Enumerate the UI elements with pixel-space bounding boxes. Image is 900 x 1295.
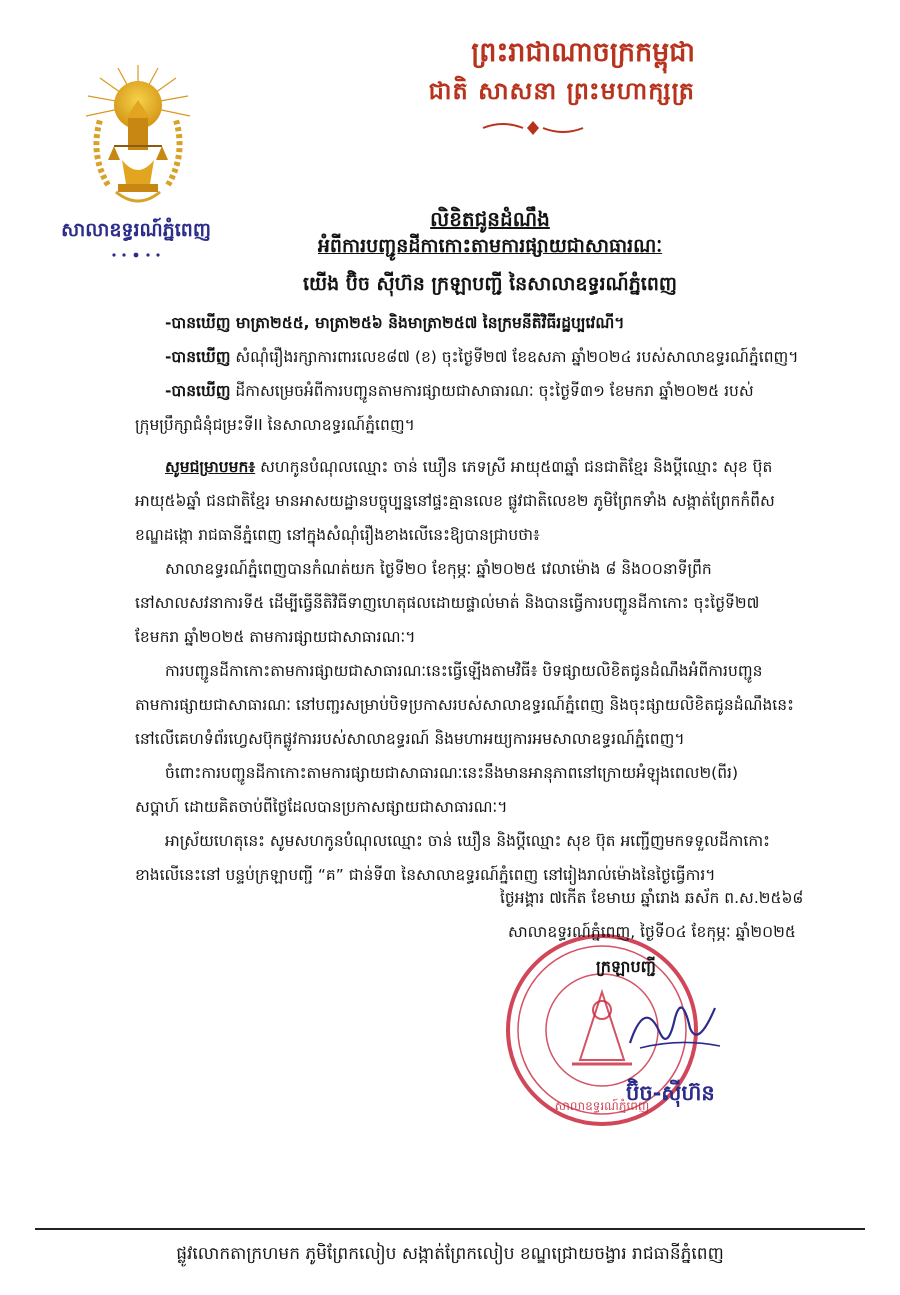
notice-line-3: ខណ្ឌដង្កោ រាជធានីភ្នំពេញ នៅក្នុងសំណុំរឿងខាងលើនេះឱ្យបានជ្រាបថា៖ — [135, 526, 540, 544]
invite-line-2: ខាងលើនេះនៅ បន្ទប់ក្រឡាបញ្ជី “គ” ជាន់ទី៣ នៃសាលាឧទ្ធរណ៍ភ្នំពេញ នៅរៀងរាល់ម៉ោងនៃថ្ងៃធ្វើការ។ — [135, 866, 716, 884]
effect-line-1: ចំពោះការបញ្ជូនដីកាកោះតាមការផ្សាយជាសាធារណៈនេះនឹងមានអានុភាពនៅក្រោយអំឡុងពេល២(ពីរ) — [165, 764, 739, 782]
seen-clause-3 — [165, 374, 820, 408]
publish-line-3: នៅលើគេហទំព័រហ្វេសប៊ុកផ្លូវការរបស់សាលាឧទ្ធរណ៍ និងមហាអយ្យការអមសាលាឧទ្ធរណ៍ភ្នំពេញ។ — [135, 730, 685, 748]
document-title: លិខិតជូនដំណឹង — [430, 207, 550, 231]
hearing-line-3: ខែមករា ឆ្នាំ២០២៥ តាមការផ្សាយជាសាធារណៈ។ — [135, 628, 416, 646]
seen-text: សំណុំរឿងរក្សាការពារលេខ៨៧ (ខ) ចុះថ្ងៃទី២៧ ខែឧសភា ឆ្នាំ២០២៤ របស់សាលាឧទ្ធរណ៍ភ្នំពេញ។ — [230, 348, 799, 366]
seen-clause-3-cont: ក្រុមប្រឹក្សាជំនុំជម្រះទីII នៃសាលាឧទ្ធរណ៍ភ្នំពេញ។ — [135, 416, 415, 434]
header-ornament-icon — [478, 118, 588, 138]
seen-label: -បានឃើញ — [165, 314, 231, 332]
seen-clause-1 — [165, 306, 820, 340]
signer-role: ក្រឡាបញ្ជី — [596, 957, 656, 976]
notice-line-2: អាយុ៥៦ឆ្នាំ ជនជាតិខ្មែរ មានអាសយដ្ឋានបច្ចុប្បន្ននៅផ្ទះគ្មានលេខ ផ្លូវជាតិលេខ២ ភូមិព្រែកទាំង សង្កាត់ព្រែកកំពឹស — [135, 492, 775, 510]
lunar-date: ថ្ងៃអង្គារ ៧កើត ខែមាឃ ឆ្នាំរោង ឆស័ក ព.ស.២៥៦៨ — [500, 889, 804, 907]
handwritten-signature-icon — [620, 988, 730, 1058]
effect-line-2: សប្តាហ៍ ដោយគិតចាប់ពីថ្ងៃដែលបានប្រកាសផ្សាយជាសាធារណៈ។ — [135, 798, 508, 816]
court-name: សាលាឧទ្ធរណ៍ភ្នំពេញ — [61, 219, 211, 241]
notice-text: សហកូនបំណុលឈ្មោះ ចាន់ ឃឿន ភេទស្រី អាយុ៥៣ឆ្នាំ ជនជាតិខ្មែរ និងប្តីឈ្មោះ សុខ ប៊ុត — [255, 458, 773, 476]
signer-name: ប៊ិច-ស៊ីហ៊ន — [626, 1081, 715, 1105]
body — [135, 306, 820, 884]
invite-line-1: អាស្រ័យហេតុនេះ សូមសហកូនបំណុលឈ្មោះ ចាន់ ឃឿន និងប្តីឈ្មោះ សុខ ប៊ុត អញ្ជើញមកទទួលដីកាកោះ — [165, 832, 770, 850]
seen-label: -បានឃើញ — [165, 382, 231, 400]
footer-divider — [35, 1228, 865, 1230]
seen-text: មាត្រា២៥៥, មាត្រា២៥៦ និងមាត្រា២៥៧ នៃក្រមនីតិវិធីរដ្ឋប្បវេណី។ — [230, 314, 625, 332]
document-subject: អំពីការបញ្ជូនដីកាកោះតាមការផ្សាយជាសាធារណៈ — [317, 235, 663, 257]
seen-clause-2 — [165, 340, 820, 374]
solar-date: សាលាឧទ្ធរណ៍ភ្នំពេញ, ថ្ងៃទី០៤ ខែកុម្ភៈ ឆ្នាំ២០២៥ — [508, 923, 796, 941]
seen-label: -បានឃើញ — [165, 348, 231, 366]
footer-address: ផ្លូវលោកតាក្រហមក ភូមិព្រែកលៀប សង្កាត់ព្រែកលៀប ខណ្ឌជ្រោយចង្វារ រាជធានីភ្នំពេញ — [176, 1244, 724, 1264]
kingdom-title: ព្រះរាជាណាចក្រកម្ពុជា — [471, 37, 695, 68]
publish-line-2: តាមការផ្សាយជាសាធារណៈ នៅបញ្ជរសម្រាប់បិទប្រកាសរបស់សាលាឧទ្ធរណ៍ភ្នំពេញ និងចុះផ្សាយលិខិតជូនដំណឹងនេះ — [135, 696, 794, 714]
seal-text: សាលាឧទ្ធរណ៍ភ្នំពេញ — [554, 1099, 650, 1113]
seen-text: ដីកាសម្រេចអំពីការបញ្ជូនតាមការផ្សាយជាសាធារណៈ ចុះថ្ងៃទី៣១ ខែមករា ឆ្នាំ២០២៥ របស់ — [230, 382, 754, 400]
hearing-line-1: សាលាឧទ្ធរណ៍ភ្នំពេញបានកំណត់យក ថ្ងៃទី២០ ខែកុម្ភៈ ឆ្នាំ២០២៥ វេលាម៉ោង ៨ និង០០នាទីព្រឹក — [165, 560, 712, 578]
publish-line-1: ការបញ្ជូនដីកាកោះតាមការផ្សាយជាសាធារណៈនេះធ្វើឡើងតាមវិធី៖ បិទផ្សាយលិខិតជូនដំណឹងអំពីការបញ្ជូន — [165, 662, 763, 680]
notice-label: សូមជម្រាបមក៖ — [165, 458, 256, 476]
issuer-line: យើង ប៊ិច ស៊ីហ៊ន ក្រឡាបញ្ជី នៃសាលាឧទ្ធរណ៍ភ្នំពេញ — [303, 273, 677, 295]
national-motto: ជាតិ សាសនា ព្រះមហាក្សត្រ — [428, 76, 695, 105]
hearing-line-2: នៅសាលសវនាការទី៥ ដើម្បីធ្វើនីតិវិធីទាញហេតុផលដោយផ្ទាល់មាត់ និងបានធ្វើការបញ្ជូនដីកាកោះ ចុះថ្ងៃទី២៧ — [135, 594, 760, 612]
notice-paragraph — [165, 450, 820, 484]
